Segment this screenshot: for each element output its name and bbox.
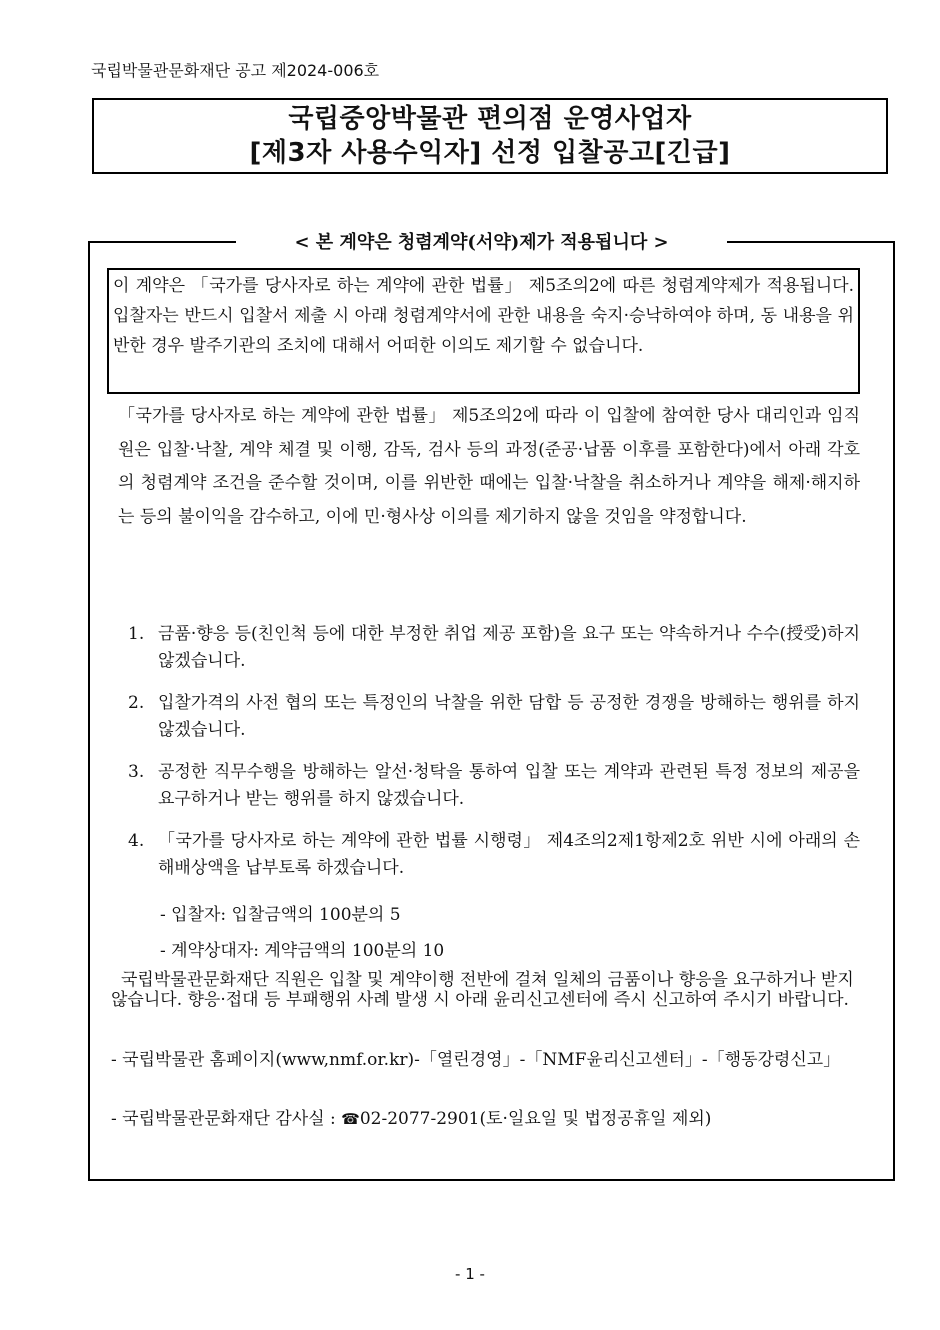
item-number: 4. xyxy=(128,831,145,851)
item-text: 입찰가격의 사전 협의 또는 특정인의 낙찰을 위한 담합 등 공정한 경쟁을 방해하는 행위를 하지 않겠습니다. xyxy=(158,693,860,740)
item-text: 공정한 직무수행을 방해하는 알선·청탁을 통하여 입찰 또는 계약과 관련된 특정 정보의 제공을 요구하거나 받는 행위를 하지 않겠습니다. xyxy=(158,762,860,809)
report-phone-line xyxy=(111,1108,711,1130)
pledge-items xyxy=(128,621,860,897)
list-item xyxy=(128,828,860,882)
list-item xyxy=(128,621,860,675)
box-top-rule-left xyxy=(88,241,236,243)
closing-paragraph: 국립박물관문화재단 직원은 입찰 및 계약이행 전반에 걸쳐 일체의 금품이나 향응을 요구하거나 받지 않습니다. 향응·접대 등 부패행위 사례 발생 시 아래 윤리신고센터에 즉시 신고하여 주시기 바랍니다. xyxy=(111,970,854,1010)
damages-bidder: - 입찰자: 입찰금액의 100분의 5 xyxy=(160,905,401,925)
report-phone-number: 02-2077-2901(토·일요일 및 법정공휴일 제외) xyxy=(359,1109,712,1129)
integrity-intro: 이 계약은 「국가를 당사자로 하는 계약에 관한 법률」 제5조의2에 따른 청렴계약제가 적용됩니다. 입찰자는 반드시 입찰서 제출 시 아래 청렴계약서에 관한 내용을 숙지·승낙하여야 하며, 동 내용을 위반한 경우 발주기관의 조치에 대해서 어떠한 이의도 제기할 수 없습니다. xyxy=(107,268,860,394)
report-phone-prefix: - 국립박물관문화재단 감사실 : xyxy=(111,1109,342,1129)
telephone-icon: ☎ xyxy=(341,1110,360,1128)
list-item xyxy=(128,759,860,813)
item-text: 금품·향응 등(친인척 등에 대한 부정한 취업 제공 포함)을 요구 또는 약속하거나 수수(授受)하지 않겠습니다. xyxy=(158,624,860,671)
report-website: - 국립박물관 홈페이지(www,nmf.or.kr)-「열린경영」-「NMF윤리신고센터」-「행동강령신고」 xyxy=(111,1050,841,1070)
item-text: 「국가를 당사자로 하는 계약에 관한 법률 시행령」 제4조의2제1항제2호 위반 시에 아래의 손해배상액을 납부토록 하겠습니다. xyxy=(158,831,860,878)
integrity-heading: < 본 계약은 청렴계약(서약)제가 적용됩니다 > xyxy=(294,232,669,253)
notice-number: 국립박물관문화재단 공고 제2024-006호 xyxy=(91,61,380,80)
item-number: 3. xyxy=(128,762,145,782)
page-number: - 1 - xyxy=(455,1265,485,1283)
item-number: 1. xyxy=(128,624,145,644)
damages-contractor: - 계약상대자: 계약금액의 100분의 10 xyxy=(160,941,445,961)
title-line-2: [제3자 사용수익자] 선정 입찰공고[긴급] xyxy=(249,138,731,168)
title-box xyxy=(92,98,888,174)
list-item xyxy=(128,690,860,744)
title-line-1: 국립중앙박물관 편의점 운영사업자 xyxy=(288,104,692,134)
item-number: 2. xyxy=(128,693,145,713)
box-top-rule-right xyxy=(727,241,895,243)
pledge-paragraph: 「국가를 당사자로 하는 계약에 관한 법률」 제5조의2에 따라 이 입찰에 참여한 당사 대리인과 임직원은 입찰·낙찰, 계약 체결 및 이행, 감독, 검사 등의 과정(준공·납품 이후를 포함한다)에서 아래 각호의 청렴계약 조건을 준수할 것이며, 이를 위반한 때에는 입찰·낙찰을 취소하거나 계약을 해제·해지하는 등의 불이익을 감수하고, 이에 민·형사상 이의를 제기하지 않을 것임을 약정합니다. xyxy=(118,406,860,527)
